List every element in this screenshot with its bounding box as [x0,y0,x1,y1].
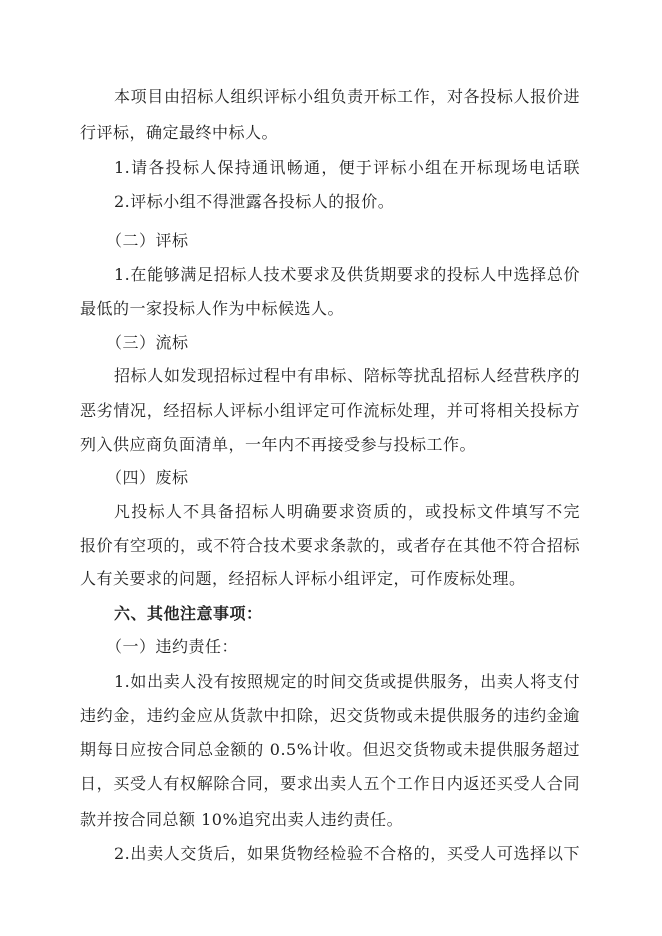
text-line: 列入供应商负面清单，一年内不再接受参与投标工作。 [80,435,477,454]
text-line: 款并按合同总额 10%追究出卖人违约责任。 [80,810,404,829]
text-line: 最低的一家投标人作为中标候选人。 [80,299,345,318]
subsection-heading: （二）评标 [106,231,189,250]
text-line: 违约金，违约金应从货款中扣除，迟交货物或未提供服务的违约金逾 [80,706,580,725]
text-line: 本项目由招标人组织评标小组负责开标工作，对各投标人报价进 [114,87,580,106]
text-line: 日，买受人有权解除合同，要求出卖人五个工作日内返还买受人合同 [80,774,580,793]
text-line: 人有关要求的问题，经招标人评标小组评定，可作废标处理。 [80,569,526,588]
text-line: 期每日应按合同总金额的 0.5%计收。但迟交货物或未提供服务超过 [80,740,580,759]
text-line: 恶劣情况，经招标人评标小组评定可作流标处理，并可将相关投标方 [80,401,580,420]
text-line: 2.评标小组不得泄露各投标人的报价。 [114,192,395,211]
text-line: 1.请各投标人保持通讯畅通，便于评标小组在开标现场电话联 [114,158,580,177]
subsection-heading: （四）废标 [106,468,189,487]
text-line: 2.出卖人交货后，如果货物经检验不合格的，买受人可选择以下 [114,844,580,863]
text-line: 1.如出卖人没有按照规定的时间交货或提供服务，出卖人将支付 [114,672,580,691]
text-line: 1.在能够满足招标人技术要求及供货期要求的投标人中选择总价 [114,265,580,284]
subsection-heading: （一）违约责任： [106,637,239,656]
text-line: 凡投标人不具备招标人明确要求资质的，或投标文件填写不完 [114,502,580,521]
text-line: 招标人如发现招标过程中有串标、陪标等扰乱招标人经营秩序的 [114,366,580,385]
subsection-heading: （三）流标 [106,333,189,352]
section-heading: 六、其他注意事项： [114,604,263,623]
text-line: 行评标，确定最终中标人。 [80,123,279,142]
text-line: 报价有空项的，或不符合技术要求条款的，或者存在其他不符合招标 [80,536,580,555]
